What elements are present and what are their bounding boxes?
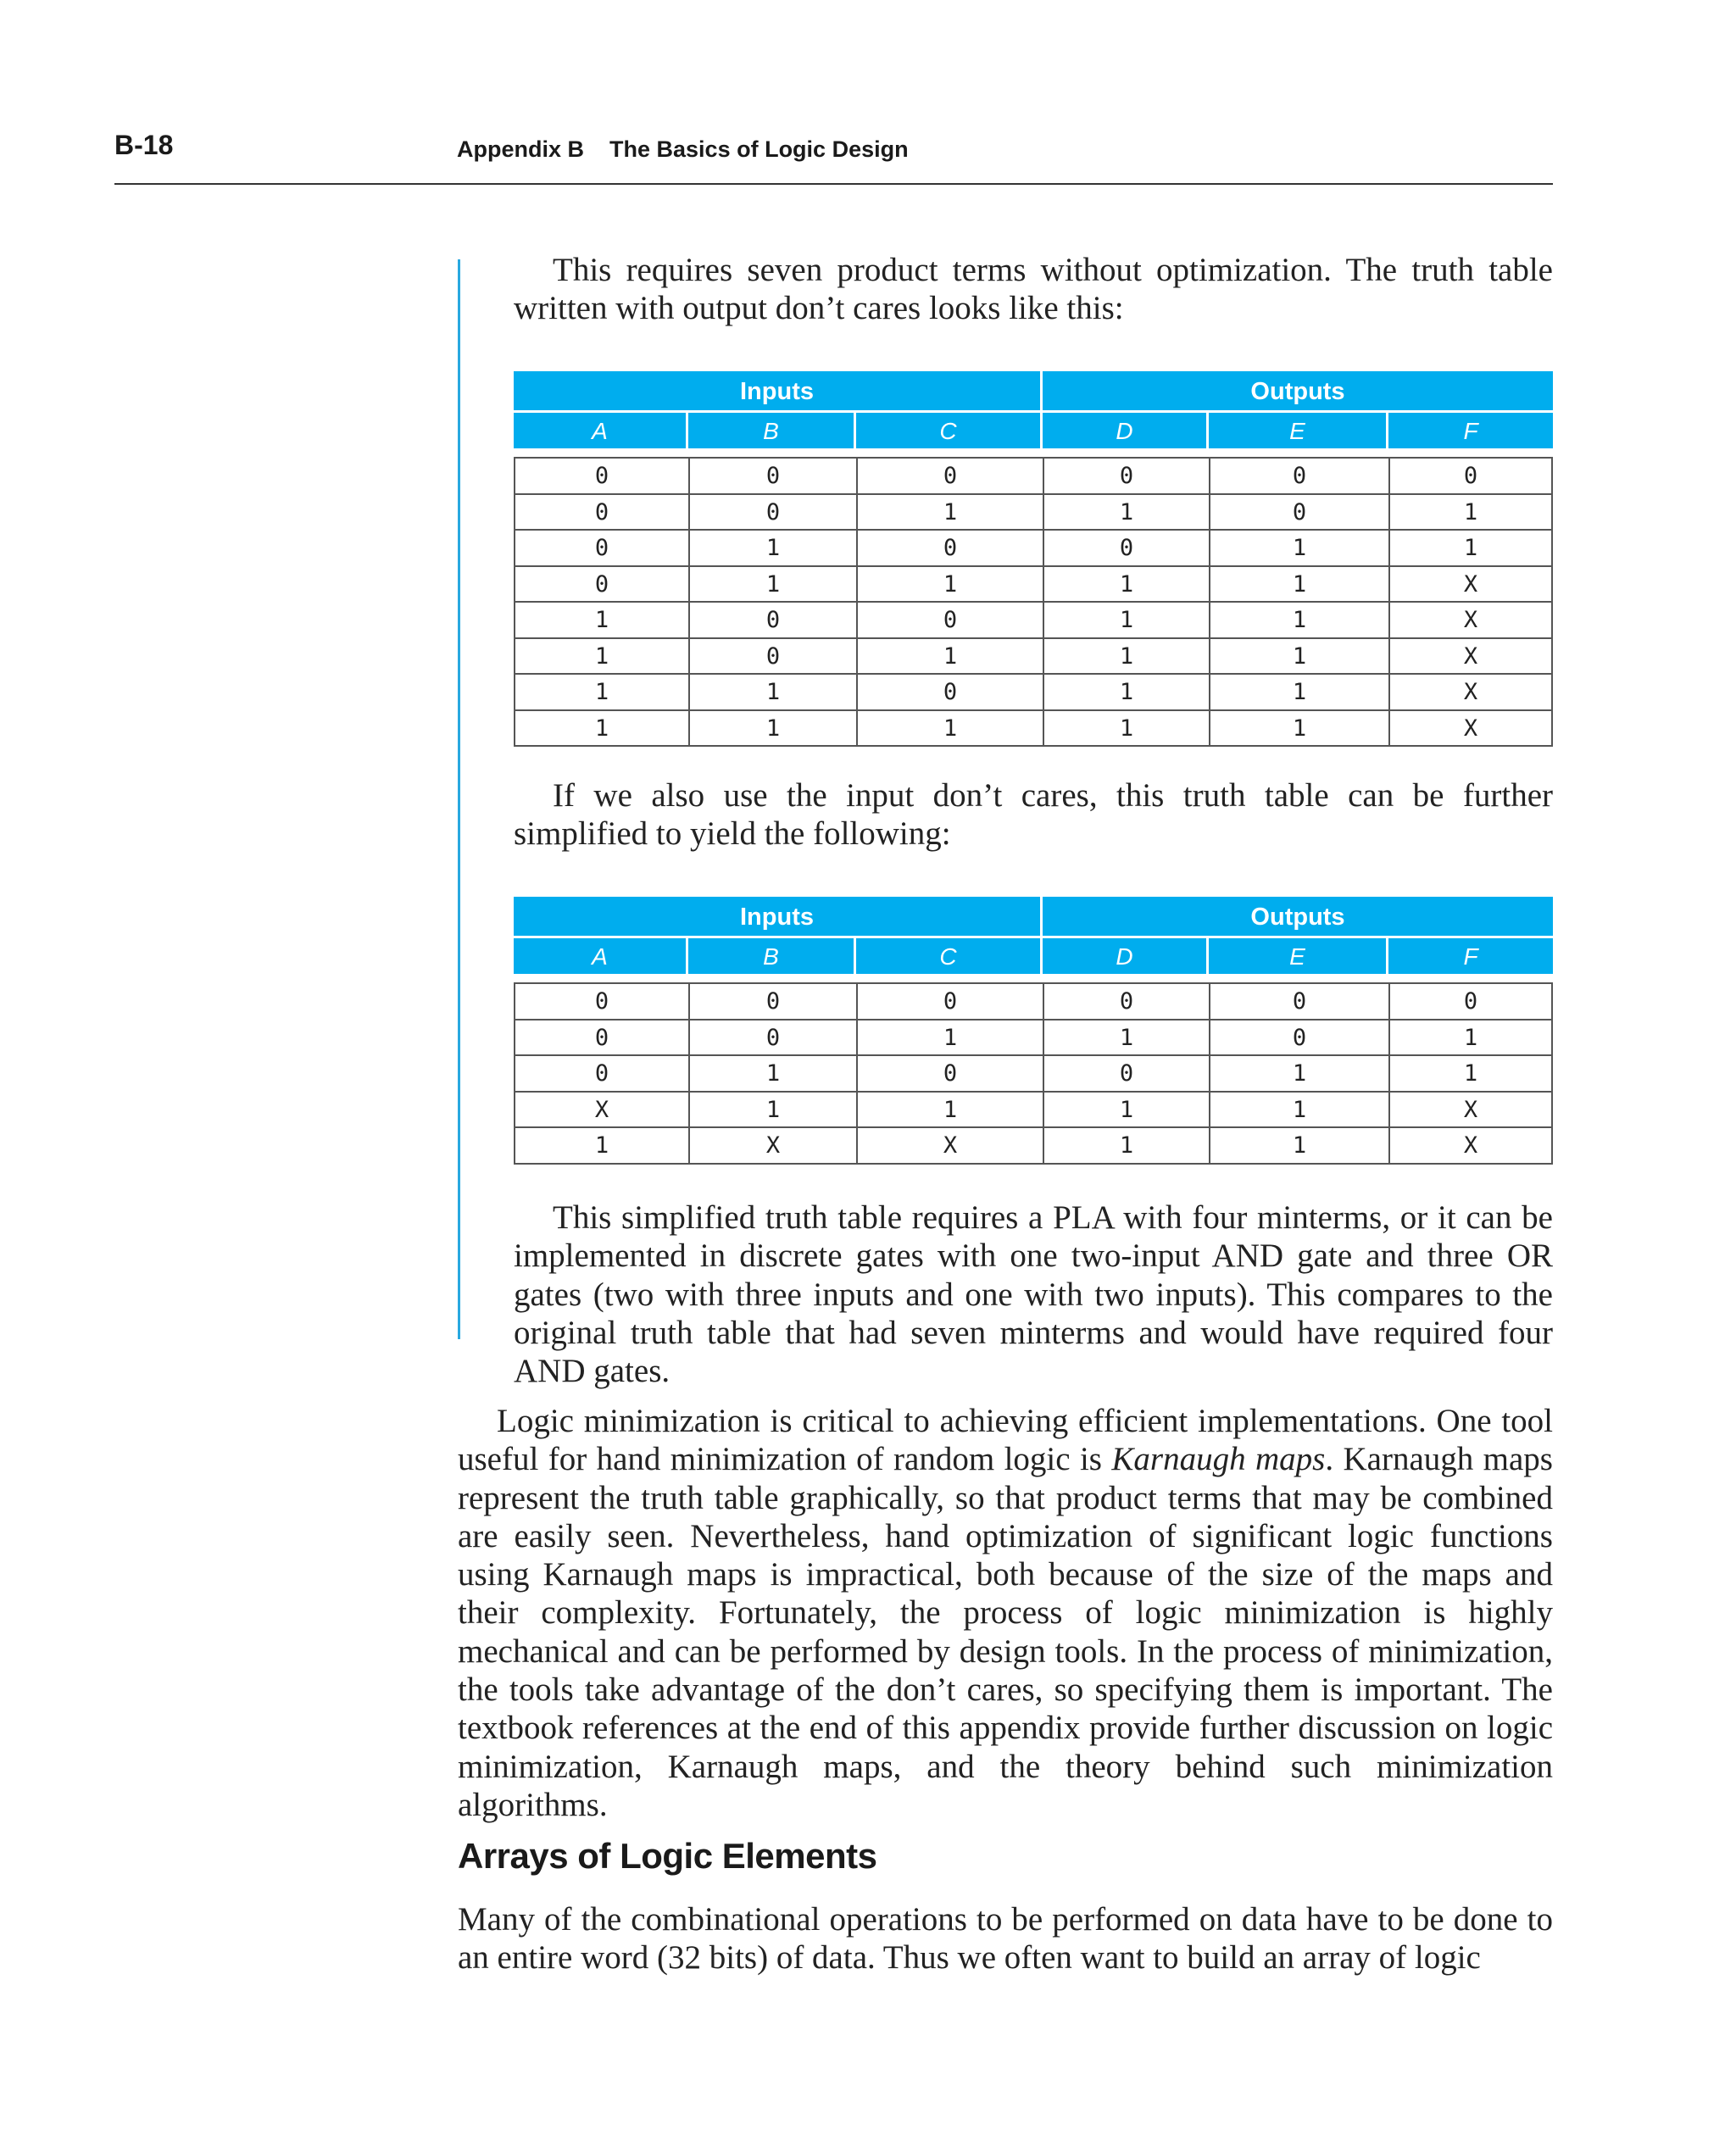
- paragraph-input-dont-cares-text: If we also use the input don’t cares, this truth table can be further simplified to yield the following:: [514, 777, 1553, 853]
- table-cell: 0: [515, 1056, 690, 1091]
- table-cell: 1: [858, 1020, 1044, 1055]
- paragraph-arrays-text: Many of the combinational operations to be performed on data have to be done to an entire word (32 bits) of data. Thus we often want to build an array of logic: [458, 1901, 1553, 1977]
- paragraph-intro-text: This requires seven product terms without optimization. The truth table written with output don’t cares looks like this:: [514, 252, 1553, 327]
- table-cell: X: [1463, 679, 1478, 705]
- paragraph-input-dont-cares: [514, 776, 1553, 854]
- truth-table-simplified: [514, 897, 1553, 1165]
- table-cell: X: [690, 1128, 858, 1163]
- karnaugh-maps-term: Karnaugh maps: [1111, 1441, 1326, 1478]
- table-row: [515, 675, 1551, 711]
- table-cell: 1: [1044, 1020, 1210, 1055]
- table-cell: 0: [1044, 459, 1210, 493]
- table-cell: 1: [515, 603, 690, 637]
- table-row: [515, 1093, 1551, 1129]
- appendix-label: Appendix B: [457, 136, 585, 162]
- table-cell: X: [515, 1093, 690, 1127]
- table-cell: 1: [690, 567, 858, 602]
- table-cell: 1: [1210, 675, 1390, 709]
- paragraph-logic-minimization-text: [458, 1402, 1553, 1824]
- table-cell: 0: [1044, 531, 1210, 565]
- column-header: C: [856, 938, 1043, 974]
- inputs-header: Inputs: [514, 897, 1040, 936]
- column-header: D: [1043, 938, 1209, 974]
- table-cell: 1: [690, 675, 858, 709]
- table-cell: 0: [1210, 495, 1390, 530]
- table-row: [515, 459, 1551, 495]
- section-heading: Arrays of Logic Elements: [458, 1836, 877, 1876]
- table-cell: 1: [690, 711, 858, 746]
- table-cell: 1: [858, 495, 1044, 530]
- table-cell: 1: [1044, 567, 1210, 602]
- table-cell: X: [1463, 1132, 1478, 1159]
- table-cell: 0: [1044, 984, 1210, 1019]
- table-cell: 1: [1463, 498, 1478, 526]
- table-row: [515, 531, 1551, 567]
- table-cell: 0: [690, 984, 858, 1019]
- table-cell: 1: [1210, 567, 1390, 602]
- table-cell: 0: [858, 603, 1044, 637]
- paragraph-arrays: [458, 1900, 1553, 1977]
- paragraph-logic-minimization: [458, 1402, 1553, 1824]
- table-cell: X: [1463, 607, 1478, 633]
- table-cell: X: [1463, 570, 1478, 598]
- table-header: [514, 371, 1553, 448]
- table-cell: X: [1463, 715, 1478, 742]
- appendix-title: The Basics of Logic Design: [609, 136, 909, 162]
- table-cell: 1: [1044, 675, 1210, 709]
- table-cell: 1: [1044, 603, 1210, 637]
- table-row: [515, 567, 1551, 603]
- table-cell: X: [1463, 642, 1478, 670]
- column-header: A: [514, 938, 688, 974]
- table-cell: 0: [515, 984, 690, 1019]
- paragraph-simplified-text: This simplified truth table requires a PLA with four minterms, or it can be implemented in discrete gates with one two-input AND gate and three OR gates (two with three inputs and one with two inputs). This compares to the original truth table that had seven minterms and would have required four AND gates.: [514, 1199, 1553, 1390]
- table-cell: 0: [515, 531, 690, 565]
- table-row: [515, 603, 1551, 639]
- table-cell: 0: [690, 639, 858, 674]
- table-row: [515, 711, 1551, 746]
- table-cell: 0: [1210, 459, 1390, 493]
- table-cell: 0: [858, 459, 1044, 493]
- column-header: F: [1388, 938, 1553, 974]
- table-cell: X: [1463, 1096, 1478, 1123]
- column-header: A: [514, 413, 688, 448]
- table-cell: 1: [1210, 603, 1390, 637]
- table-cell: 0: [690, 603, 858, 637]
- table-cell: 1: [690, 531, 858, 565]
- table-cell: 1: [1463, 535, 1478, 561]
- table-cell: 0: [1463, 463, 1478, 489]
- table-cell: 0: [690, 495, 858, 530]
- table-cell: 0: [858, 531, 1044, 565]
- table-cell: 1: [1044, 639, 1210, 674]
- table-body: [514, 982, 1553, 1165]
- table-cell: 1: [1210, 1056, 1390, 1091]
- running-title: [457, 136, 909, 163]
- table-cell: 1: [858, 567, 1044, 602]
- table-cell: 0: [858, 1056, 1044, 1091]
- column-header: E: [1209, 413, 1388, 448]
- table-cell: 1: [1044, 711, 1210, 746]
- table-cell: 1: [858, 711, 1044, 746]
- table-cell: 1: [1463, 1024, 1478, 1051]
- table-cell: 0: [690, 459, 858, 493]
- table-cell: 1: [515, 711, 690, 746]
- table-row: [515, 984, 1551, 1020]
- table-cell: 0: [515, 459, 690, 493]
- table-cell: 1: [1044, 1128, 1210, 1163]
- column-header: B: [688, 938, 856, 974]
- table-cell: 0: [1210, 1020, 1390, 1055]
- table-cell: 0: [1210, 984, 1390, 1019]
- inputs-header: Inputs: [514, 371, 1040, 410]
- table-cell: 0: [1044, 1056, 1210, 1091]
- sidebar-rule: [458, 259, 460, 1339]
- table-body: [514, 457, 1553, 747]
- column-header: C: [856, 413, 1043, 448]
- outputs-header: Outputs: [1043, 371, 1553, 410]
- table-row: [515, 639, 1551, 676]
- page-header: [114, 127, 1553, 185]
- column-header: B: [688, 413, 856, 448]
- table-cell: 1: [515, 639, 690, 674]
- table-cell: 1: [515, 675, 690, 709]
- table-cell: 0: [515, 1020, 690, 1055]
- table-cell: 1: [515, 1128, 690, 1163]
- paragraph-simplified: [514, 1198, 1553, 1390]
- text-run: . Karnaugh maps represent the truth table graphically, so that product terms that may be combined are easily seen. Nevertheless, hand optimization of significant logic functions using Karnaugh maps is impractical, both because of the size of the maps and their complexity. Fortunately, the process of logic minimization is highly mechanical and can be performed by design tools. In the process of minimization, the tools take advantage of the don’t cares, so specifying them is important. The textbook references at the end of this appendix provide further discussion on logic minimization, Karnaugh maps, and the theory behind such minimization algorithms.: [458, 1441, 1553, 1823]
- table-cell: 0: [858, 984, 1044, 1019]
- truth-table-output-dont-cares: [514, 371, 1553, 747]
- table-cell: 0: [515, 495, 690, 530]
- table-cell: 1: [1210, 531, 1390, 565]
- table-row: [515, 1056, 1551, 1093]
- table-cell: 1: [690, 1093, 858, 1127]
- table-cell: 0: [858, 675, 1044, 709]
- column-header: D: [1043, 413, 1209, 448]
- table-cell: 1: [858, 639, 1044, 674]
- table-cell: 1: [1210, 711, 1390, 746]
- table-cell: 0: [515, 567, 690, 602]
- table-cell: 1: [1210, 1128, 1390, 1163]
- table-row: [515, 1128, 1551, 1163]
- table-cell: 1: [690, 1056, 858, 1091]
- page-number: B-18: [114, 130, 174, 160]
- table-cell: 1: [1463, 1060, 1478, 1087]
- table-cell: 1: [1210, 639, 1390, 674]
- table-cell: 0: [1463, 988, 1478, 1015]
- table-row: [515, 1020, 1551, 1057]
- outputs-header: Outputs: [1043, 897, 1553, 936]
- text-run: Logic minimization is critical to achieving efficient implementations. One tool useful for hand minimization of random logic is: [458, 1403, 1553, 1478]
- table-header: [514, 897, 1553, 974]
- paragraph-intro: [514, 251, 1553, 328]
- table-row: [515, 495, 1551, 531]
- table-cell: 1: [1044, 495, 1210, 530]
- table-cell: 1: [1210, 1093, 1390, 1127]
- table-cell: X: [858, 1128, 1044, 1163]
- table-cell: 0: [690, 1020, 858, 1055]
- table-cell: 1: [858, 1093, 1044, 1127]
- column-header: F: [1388, 413, 1553, 448]
- table-cell: 1: [1044, 1093, 1210, 1127]
- column-header: E: [1209, 938, 1388, 974]
